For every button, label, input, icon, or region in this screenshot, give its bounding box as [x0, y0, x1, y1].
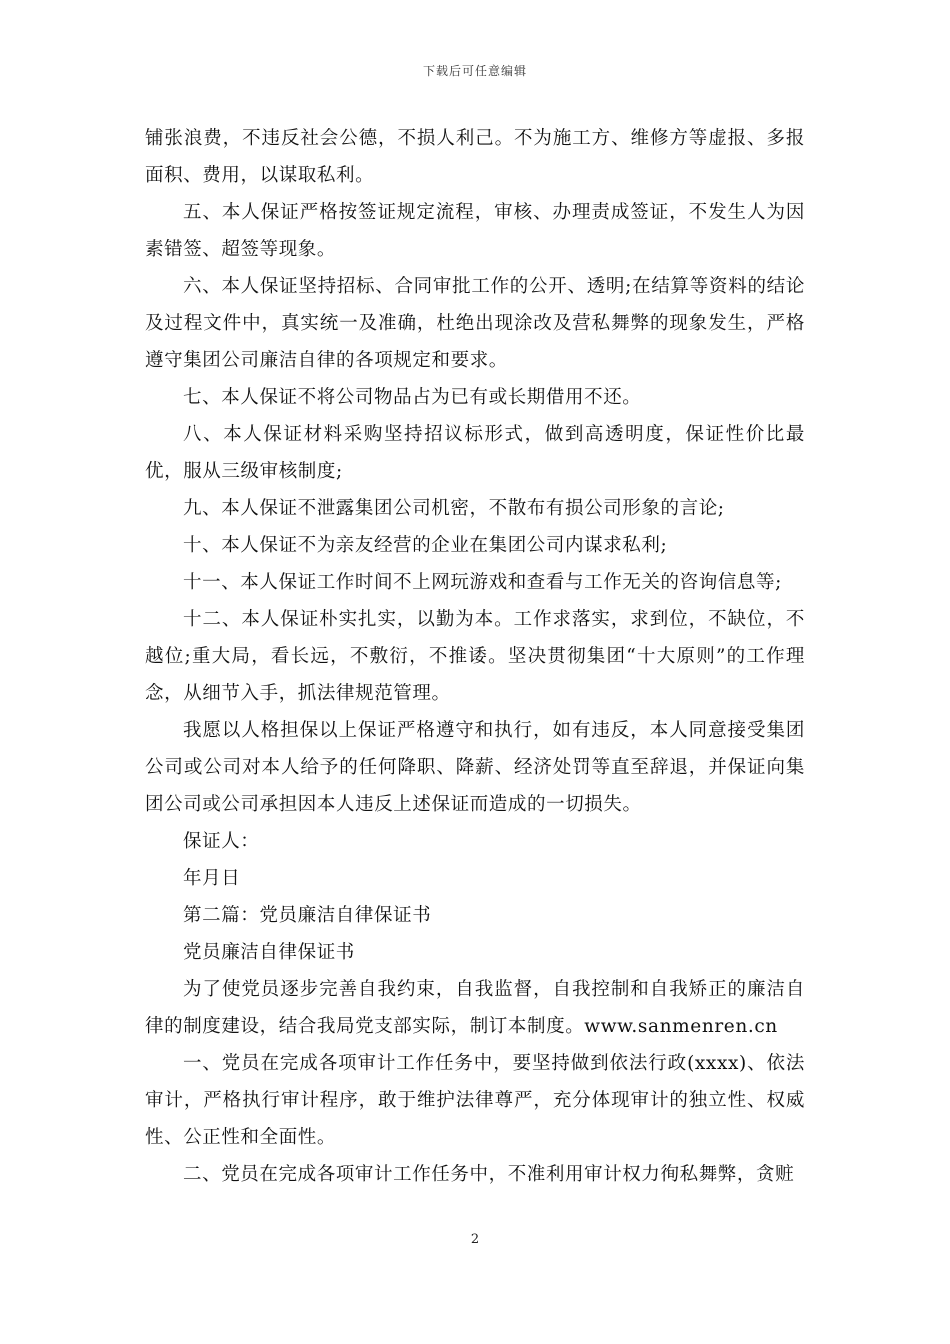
document-body — [145, 120, 805, 1193]
paragraph: 五、本人保证严格按签证规定流程，审核、办理责成签证，不发生人为因素错签、超签等现象。 — [145, 202, 805, 260]
header-note: 下载后可任意编辑 — [422, 64, 527, 78]
paragraph: 七、本人保证不将公司物品占为已有或长期借用不还。 — [183, 387, 642, 408]
paragraph: 二、党员在完成各项审计工作任务中，不准利用审计权力徇私舞弊，贪赃 — [183, 1164, 795, 1185]
paragraph: 我愿以人格担保以上保证严格遵守和执行，如有违反，本人同意接受集团公司或公司对本人给予的任何降职、降薪、经济处罚等直至辞退，并保证向集团公司或公司承担因本人违反上述保证而造成的一切损失。 — [145, 720, 805, 815]
document-title: 党员廉洁自律保证书 — [183, 942, 355, 963]
paragraph: 十二、本人保证朴实扎实，以勤为本。工作求落实，求到位，不缺位，不越位;重大局，看长远，不敷衍，不推诿。坚决贯彻集团“十大原则”的工作理念，从细节入手，抓法律规范管理。 — [145, 609, 805, 704]
signatory-label: 保证人： — [183, 831, 260, 852]
date-label: 年月日 — [183, 868, 241, 889]
paragraph: 八、本人保证材料采购坚持招议标形式，做到高透明度，保证性价比最优，服从三级审核制度; — [145, 424, 805, 482]
paragraph: 十、本人保证不为亲友经营的企业在集团公司内谋求私利; — [183, 535, 668, 556]
section-heading: 第二篇：党员廉洁自律保证书 — [183, 905, 432, 926]
paragraph: 一、党员在完成各项审计工作任务中，要坚持做到依法行政(xxxx)、依法审计，严格执行审计程序，敢于维护法律尊严，充分体现审计的独立性、权威性、公正性和全面性。 — [145, 1053, 805, 1148]
paragraph: 铺张浪费，不违反社会公德，不损人利己。不为施工方、维修方等虚报、多报面积、费用，以谋取私利。 — [145, 128, 805, 186]
paragraph: 六、本人保证坚持招标、合同审批工作的公开、透明;在结算等资料的结论及过程文件中，真实统一及准确，杜绝出现涂改及营私舞弊的现象发生，严格遵守集团公司廉洁自律的各项规定和要求。 — [145, 276, 805, 371]
paragraph: 九、本人保证不泄露集团公司机密，不散布有损公司形象的言论; — [183, 498, 725, 519]
paragraph: 为了使党员逐步完善自我约束，自我监督，自我控制和自我矫正的廉洁自律的制度建设，结合我局党支部实际，制订本制度。www.sanmenren.cn — [145, 979, 805, 1037]
paragraph: 十一、本人保证工作时间不上网玩游戏和查看与工作无关的咨询信息等; — [183, 572, 782, 593]
page-number: 2 — [470, 1232, 480, 1247]
